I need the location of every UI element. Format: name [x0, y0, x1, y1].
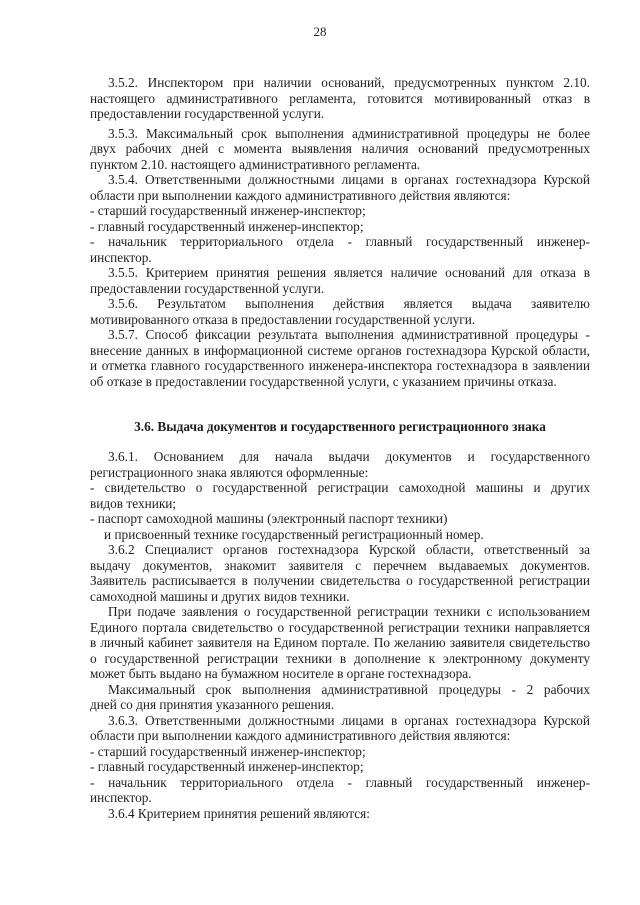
text-line: области при выполнении каждого административного действия являются: [90, 187, 511, 203]
text-line: о государственной регистрации техники в дополнение к электронному документу [90, 650, 590, 666]
text-line: 3.6.3. Ответственными должностными лицами в органах гостехнадзора Курской [108, 712, 590, 728]
list-item: - старший государственный инженер-инспектор; [90, 743, 366, 759]
text-line: При подаче заявления о государственной регистрации техники с использованием [108, 604, 590, 619]
text-line: области при выполнении каждого административного действия являются: [90, 728, 511, 743]
text-line: видов техники; [90, 495, 177, 511]
text-line: 3.5.5. Критерием принятия решения является наличие оснований для отказа в [108, 265, 590, 280]
text-line: предоставлении государственной услуги. [90, 280, 325, 296]
text-line: регистрационного знака являются оформленные: [90, 464, 369, 480]
text-line: выдачу документов, знакомит заявителя с перечнем выдаваемых документов. [90, 557, 590, 573]
text-line: и присвоенный технике государственный регистрационный номер. [104, 526, 484, 542]
text-line: настоящего административного регламента, готовится мотивированный отказ в [90, 90, 590, 106]
section-heading-3-6-wrap [90, 419, 590, 435]
text-line: внесение данных в информационной системе органов гостехнадзора Курской области, [90, 342, 590, 358]
text-block-3-6 [90, 449, 590, 821]
text-line: инспектор. [90, 790, 152, 805]
text-line: мотивированного отказа в предоставлении государственной услуги. [90, 311, 476, 327]
text-line: Единого портала свидетельство о государственной регистрации техники направляется [90, 619, 590, 635]
text-line: 3.6.2 Специалист органов гостехнадзора Курской области, ответственный за [108, 542, 590, 557]
text-block-3-5 [90, 75, 590, 389]
text-line: 3.6.4 Критерием принятия решений являются: [108, 805, 370, 821]
text-line: может быть выдано на бумажном носителе в органе гостехнадзора. [90, 666, 472, 681]
text-line: инспектор. [90, 249, 152, 265]
text-line: предоставлении государственной услуги. [90, 106, 325, 121]
text-line: 3.5.6. Результатом выполнения действия является выдача заявителю [108, 296, 590, 311]
text-line: 3.5.4. Ответственными должностными лицами в органах гостехнадзора Курской [108, 172, 590, 187]
text-line: 3.5.2. Инспектором при наличии оснований, предусмотренных пунктом 2.10. [108, 75, 590, 90]
section-heading: 3.6. Выдача документов и государственного регистрационного знака [134, 419, 546, 434]
list-item: - паспорт самоходной машины (электронный паспорт техники) [90, 511, 448, 526]
text-line: пунктом 2.10. настоящего административного регламента. [90, 156, 421, 172]
text-line: двух рабочих дней с момента выявления наличия оснований предусмотренных [90, 141, 590, 156]
text-line: дней со дня принятия указанного решения. [90, 697, 335, 712]
text-line: Максимальный срок выполнения административной процедуры - 2 рабочих [108, 681, 590, 697]
text-line: и отметка главного государственного инженера-инспектора гостехнадзора в заявлении [90, 358, 590, 373]
list-item: - начальник территориального отдела - главный государственный инженер- [90, 774, 590, 790]
list-item: - начальник территориального отдела - главный государственный инженер- [90, 234, 590, 249]
list-item: - свидетельство о государственной регистрации самоходной машины и других [90, 480, 590, 495]
text-line: Заявитель расписывается в получении свидетельства о государственной регистрации [90, 573, 590, 588]
text-line: 3.5.3. Максимальный срок выполнения административной процедуры не более [108, 125, 590, 141]
page-number: 28 [313, 24, 327, 39]
text-line: 3.5.7. Способ фиксации результата выполнения административной процедуры - [108, 327, 590, 342]
text-line: самоходной машины и других видов техники. [90, 588, 350, 604]
text-line: в личный кабинет заявителя на Едином портале. По желанию заявителя свидетельство [90, 635, 590, 650]
list-item: - главный государственный инженер-инспектор; [90, 759, 364, 774]
list-item: - старший государственный инженер-инспектор; [90, 203, 366, 218]
text-line: 3.6.1. Основанием для начала выдачи документов и государственного [108, 449, 590, 464]
list-item: - главный государственный инженер-инспектор; [90, 218, 364, 234]
text-line: об отказе в предоставлении государственной услуги, с указанием причины отказа. [90, 373, 557, 389]
